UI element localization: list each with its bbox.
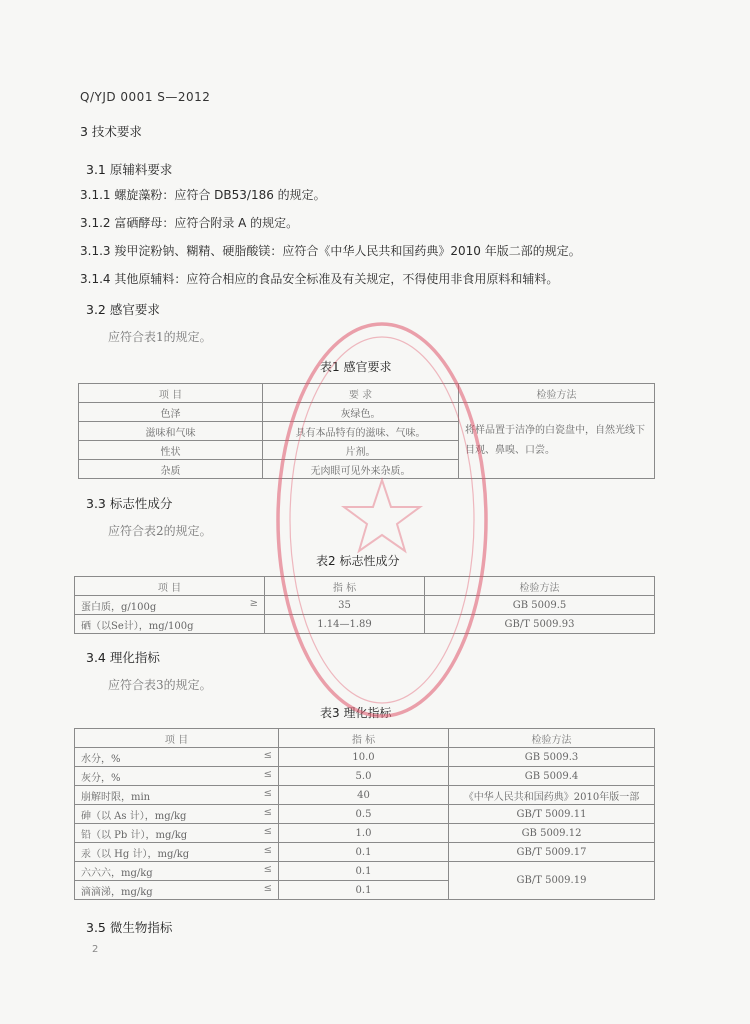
table-row <box>75 824 655 843</box>
table3-value: 40 <box>279 786 449 805</box>
table1-item-form: 性状 <box>79 441 263 460</box>
table1-req-impurity: 无肉眼可见外来杂质。 <box>263 460 459 479</box>
table-row <box>75 805 655 824</box>
table3-method: GB 5009.12 <box>449 824 655 843</box>
table2-item-selenium: 硒（以Se计），mg/100g <box>75 615 265 634</box>
section-3-2-heading: 3.2 感官要求 <box>86 302 160 317</box>
table1-caption: 表1 感官要求 <box>320 360 392 374</box>
table-row <box>75 862 655 881</box>
document-code: Q/YJD 0001 S—2012 <box>80 90 211 104</box>
table3-item: 汞（以 Hg 计），mg/kg ≤ <box>75 843 279 862</box>
section-3-3-heading: 3.3 标志性成分 <box>86 496 173 511</box>
table2-item-protein: 蛋白质，g/100g ≥ <box>75 596 265 615</box>
clause-3-1-2: 3.1.2 富硒酵母：应符合附录 A 的规定。 <box>80 216 299 230</box>
table3-method: GB 5009.3 <box>449 748 655 767</box>
table1-req-color: 灰绿色。 <box>263 403 459 422</box>
table-row <box>75 767 655 786</box>
clause-3-1-1: 3.1.1 螺旋藻粉：应符合 DB53/186 的规定。 <box>80 188 326 202</box>
table2-header-index: 指 标 <box>265 577 425 596</box>
table1-item-color: 色泽 <box>79 403 263 422</box>
table-row <box>75 786 655 805</box>
table3-value: 0.1 <box>279 862 449 881</box>
official-seal-stamp <box>270 315 495 725</box>
table3-value: 0.5 <box>279 805 449 824</box>
table1-method: 将样品置于洁净的白瓷盘中，自然光线下目观、鼻嗅、口尝。 <box>459 403 655 479</box>
table3-item: 砷（以 As 计），mg/kg ≤ <box>75 805 279 824</box>
table3-value: 5.0 <box>279 767 449 786</box>
table3-item: 六六六，mg/kg ≤ <box>75 862 279 881</box>
table2-method-protein: GB 5009.5 <box>425 596 655 615</box>
section-3-5-heading: 3.5 微生物指标 <box>86 920 173 935</box>
section-3-1-heading: 3.1 原辅料要求 <box>86 162 173 177</box>
section-3-4-text: 应符合表3的规定。 <box>108 678 212 692</box>
table-physicochemical <box>74 728 655 900</box>
table-row <box>75 843 655 862</box>
table2-value-selenium: 1.14—1.89 <box>265 615 425 634</box>
table2-caption: 表2 标志性成分 <box>316 554 400 568</box>
table-row <box>79 403 655 422</box>
table2-method-selenium: GB/T 5009.93 <box>425 615 655 634</box>
table-sensory <box>78 383 655 479</box>
table3-item: 铅（以 Pb 计），mg/kg ≤ <box>75 824 279 843</box>
table3-item: 滴滴涕，mg/kg ≤ <box>75 881 279 900</box>
table3-header-index: 指 标 <box>279 729 449 748</box>
table-marker-components <box>74 576 655 634</box>
table2-value-protein: 35 <box>265 596 425 615</box>
table2-header-method: 检验方法 <box>425 577 655 596</box>
clause-3-1-3: 3.1.3 羧甲淀粉钠、糊精、硬脂酸镁：应符合《中华人民共和国药典》2010 年版二部的规定。 <box>80 244 581 258</box>
table1-req-taste: 具有本品特有的滋味、气味。 <box>263 422 459 441</box>
table3-method: GB 5009.4 <box>449 767 655 786</box>
table3-method-merged: GB/T 5009.19 <box>449 862 655 900</box>
table2-header-item: 项 目 <box>75 577 265 596</box>
page-number: 2 <box>92 944 99 955</box>
section-3-2-text: 应符合表1的规定。 <box>108 330 212 344</box>
table3-method: GB/T 5009.17 <box>449 843 655 862</box>
table1-item-impurity: 杂质 <box>79 460 263 479</box>
table1-item-taste: 滋味和气味 <box>79 422 263 441</box>
table-row <box>75 596 655 615</box>
table1-header-method: 检验方法 <box>459 384 655 403</box>
table3-caption: 表3 理化指标 <box>320 706 392 720</box>
table3-value: 0.1 <box>279 881 449 900</box>
table3-value: 0.1 <box>279 843 449 862</box>
table3-method: 《中华人民共和国药典》2010年版一部 <box>449 786 655 805</box>
table3-value: 1.0 <box>279 824 449 843</box>
clause-3-1-4: 3.1.4 其他原辅料：应符合相应的食品安全标准及有关规定，不得使用非食用原料和辅料。 <box>80 272 559 286</box>
table3-header-item: 项 目 <box>75 729 279 748</box>
table1-req-form: 片剂。 <box>263 441 459 460</box>
table3-item: 灰分，% ≤ <box>75 767 279 786</box>
table1-header-requirement: 要 求 <box>263 384 459 403</box>
table3-item: 水分，% ≤ <box>75 748 279 767</box>
table-row <box>75 748 655 767</box>
section-3-3-text: 应符合表2的规定。 <box>108 524 212 538</box>
section-3-4-heading: 3.4 理化指标 <box>86 650 160 665</box>
table1-header-item: 项 目 <box>79 384 263 403</box>
table3-method: GB/T 5009.11 <box>449 805 655 824</box>
table3-header-method: 检验方法 <box>449 729 655 748</box>
table3-item: 崩解时限，min ≤ <box>75 786 279 805</box>
table-row <box>75 615 655 634</box>
table3-value: 10.0 <box>279 748 449 767</box>
section-3-heading: 3 技术要求 <box>80 124 142 139</box>
